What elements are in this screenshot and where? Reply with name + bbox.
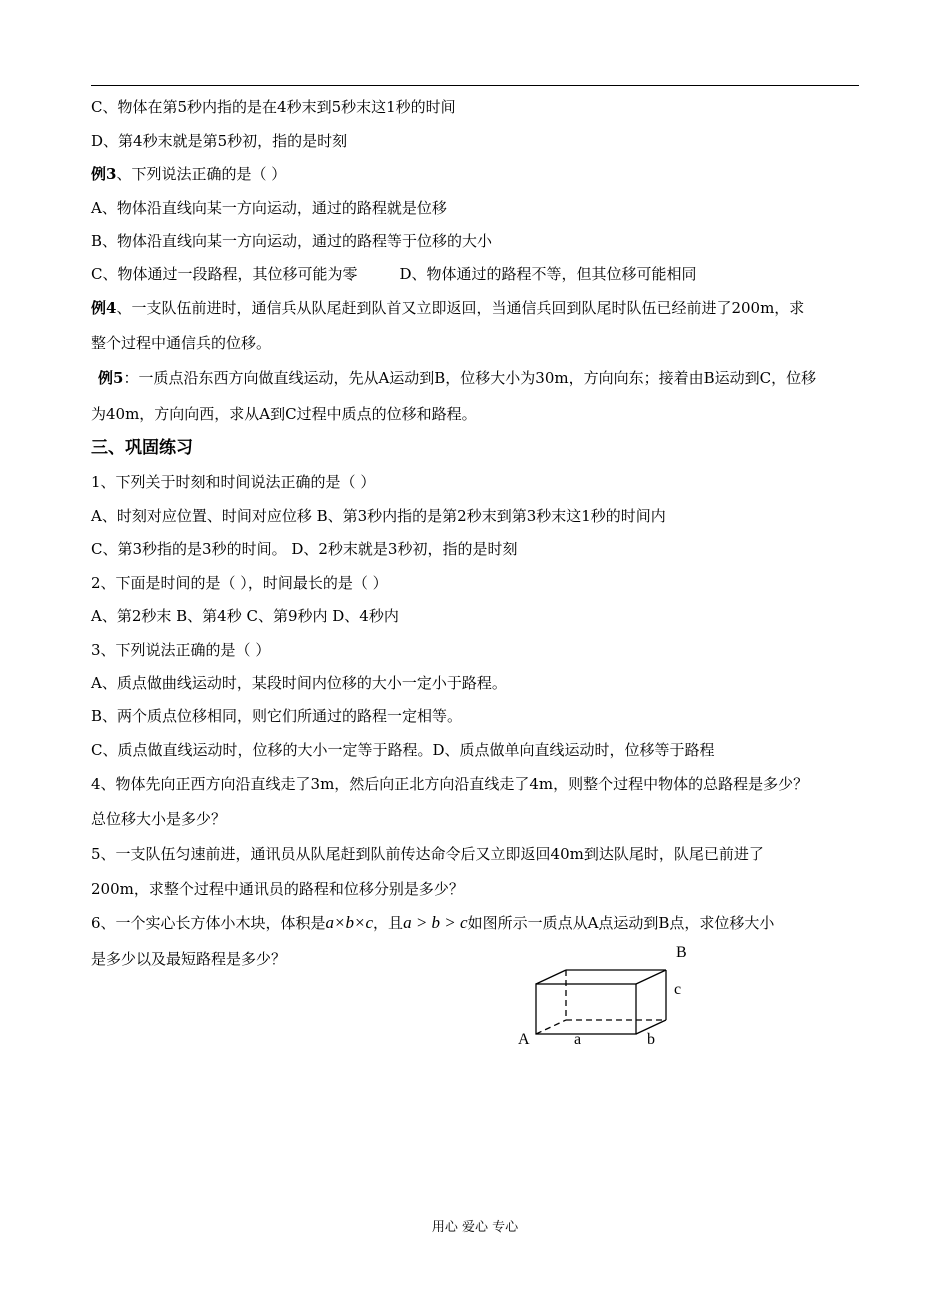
edge-b-label: b: [647, 1031, 655, 1048]
example-3-options-cd: [91, 264, 697, 284]
question-2-options: A、第2秒末 B、第4秒 C、第9秒内 D、4秒内: [91, 607, 399, 625]
cuboid-front-face: [536, 984, 636, 1034]
question-1-options-ab: A、时刻对应位置、时间对应位移 B、第3秒内指的是第2秒末到第3秒末这1秒的时间内: [91, 507, 666, 525]
question-5-continued: 200m，求整个过程中通讯员的路程和位移分别是多少？: [91, 880, 464, 898]
example-3-option-c: C、物体通过一段路程，其位移可能为零: [91, 265, 358, 283]
example-4-label: 例4: [91, 299, 117, 317]
question-6-text-mid: ，且: [373, 914, 404, 932]
example-5-question: [98, 368, 816, 388]
question-5: 5、一支队伍匀速前进，通讯员从队尾赶到队前传达命令后又立即返回40m到达队尾时，队尾已前进了: [91, 845, 764, 863]
example-5-label: 例5: [98, 369, 124, 387]
edge-a-label: a: [574, 1031, 582, 1048]
cuboid-figure: [510, 940, 710, 1055]
example-3-label: 例3: [91, 165, 117, 183]
header-rule: [91, 85, 859, 86]
example-3-text: 、下列说法正确的是（ ）: [116, 165, 287, 183]
question-3-options-cd: C、质点做直线运动时，位移的大小一定等于路程。D、质点做单向直线运动时，位移等于路程: [91, 741, 715, 759]
question-6-continued: 是多少以及最短路程是多少？: [91, 950, 287, 968]
page-footer: 用心 爱心 专心: [431, 1220, 519, 1235]
example-3-option-b: B、物体沿直线向某一方向运动，通过的路程等于位移的大小: [91, 232, 493, 250]
volume-formula: a×b×c: [325, 913, 374, 932]
cuboid-edge: [536, 970, 566, 984]
cuboid-hidden-edge: [536, 1020, 566, 1034]
question-3-option-a: A、质点做曲线运动时，某段时间内位移的大小一定小于路程。: [91, 674, 507, 692]
example-4-continued: 整个过程中通信兵的位移。: [91, 334, 272, 352]
example-3-question: [91, 164, 286, 184]
cuboid-edge: [636, 970, 666, 984]
inequality-formula: a > b > c: [403, 913, 468, 932]
question-3-option-b: B、两个质点位移相同，则它们所通过的路程一定相等。: [91, 707, 463, 725]
point-b-label: B: [676, 944, 687, 961]
example-3-option-d: D、物体通过的路程不等，但其位移可能相同: [399, 265, 697, 283]
question-4-continued: 总位移大小是多少？: [91, 810, 227, 828]
option-c-line: C、物体在第5秒内指的是在4秒末到5秒末这1秒的时间: [91, 98, 456, 116]
example-4-text: 、一支队伍前进时，通信兵从队尾赶到队首又立即返回，当通信兵回到队尾时队伍已经前进了200m，求: [116, 299, 805, 317]
option-d-line: D、第4秒末就是第5秒初，指的是时刻: [91, 132, 348, 150]
example-5-continued: 为40m，方向向西，求从A到C过程中质点的位移和路程。: [91, 405, 477, 423]
question-6-text-start: 6、一个实心长方体小木块，体积是: [91, 914, 326, 932]
question-6: [91, 913, 774, 933]
example-4-question: [91, 298, 804, 318]
question-1-options-cd: C、第3秒指的是3秒的时间。 D、2秒末就是3秒初，指的是时刻: [91, 540, 518, 558]
section-heading: 三、巩固练习: [91, 438, 193, 458]
question-2: 2、下面是时间的是（ ），时间最长的是（ ）: [91, 574, 388, 592]
point-a-label: A: [518, 1031, 530, 1048]
edge-c-label: c: [674, 981, 682, 998]
question-1: 1、下列关于时刻和时间说法正确的是（ ）: [91, 473, 376, 491]
question-6-text-end: 如图所示一质点从A点运动到B点，求位移大小: [467, 914, 775, 932]
example-5-text: ：一质点沿东西方向做直线运动，先从A运动到B，位移大小为30m，方向向东；接着由B运动到C，位移: [123, 369, 817, 387]
example-3-option-a: A、物体沿直线向某一方向运动，通过的路程就是位移: [91, 199, 447, 217]
question-3: 3、下列说法正确的是（ ）: [91, 641, 271, 659]
question-4: 4、物体先向正西方向沿直线走了3m，然后向正北方向沿直线走了4m，则整个过程中物体的总路程是多少？: [91, 775, 809, 793]
